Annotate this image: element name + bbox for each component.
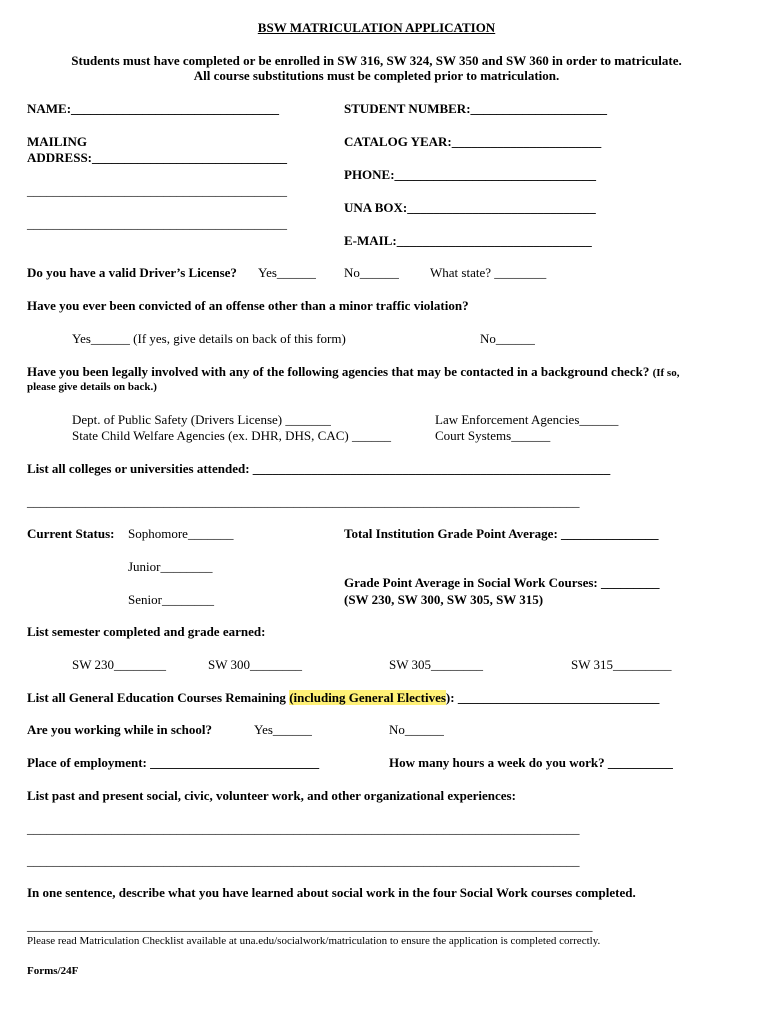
agencies-question-text: Have you been legally involved with any of the following agencies that may be contacted in a background check? [27, 364, 650, 379]
address-field[interactable]: ADDRESS:______________________________ [27, 150, 288, 165]
gened-field[interactable] [27, 690, 659, 705]
convicted-yes-field[interactable]: Yes______ (If yes, give details on back of this form) [72, 331, 346, 346]
license-yes-field[interactable]: Yes______ [258, 265, 316, 280]
gened-prefix: List all General Education Courses Remaining [27, 690, 290, 705]
total-gpa-field[interactable]: Total Institution Grade Point Average: _______________ [344, 526, 659, 541]
sophomore-field[interactable]: Sophomore_______ [128, 526, 234, 541]
colleges-field[interactable]: List all colleges or universities attended: _______________________________________________________ [27, 461, 611, 476]
sw-gpa-courses: (SW 230, SW 300, SW 305, SW 315) [344, 592, 544, 607]
sw300-field[interactable]: SW 300________ [208, 657, 303, 672]
sentence-line[interactable]: _______________________________________________________________________________________ [27, 918, 593, 933]
colleges-line-2[interactable]: _____________________________________________________________________________________ [27, 494, 580, 509]
sw-gpa-field[interactable]: Grade Point Average in Social Work Courses: _________ [344, 575, 660, 590]
working-yes-field[interactable]: Yes______ [254, 722, 312, 737]
agencies-note-2: please give details on back.) [27, 381, 157, 393]
agencies-note-1: (If so, [652, 367, 680, 379]
child-welfare-field[interactable]: State Child Welfare Agencies (ex. DHR, DHS, CAC) ______ [72, 428, 391, 443]
license-question: Do you have a valid Driver’s License? [27, 265, 237, 280]
court-systems-field[interactable]: Court Systems______ [435, 428, 551, 443]
license-no-field[interactable]: No______ [344, 265, 399, 280]
experiences-line-1[interactable]: _____________________________________________________________________________________ [27, 821, 580, 836]
license-state-field[interactable]: What state? ________ [430, 265, 547, 280]
law-enforcement-field[interactable]: Law Enforcement Agencies______ [435, 412, 619, 427]
mailing-label: MAILING [27, 134, 87, 149]
dps-field[interactable]: Dept. of Public Safety (Drivers License) _______ [72, 412, 331, 427]
experiences-label: List past and present social, civic, volunteer work, and other organizational experiences: [27, 788, 516, 803]
hours-field[interactable]: How many hours a week do you work? __________ [389, 755, 673, 770]
sw230-field[interactable]: SW 230________ [72, 657, 167, 672]
working-question: Are you working while in school? [27, 722, 213, 737]
phone-field[interactable]: PHONE:_______________________________ [344, 167, 597, 182]
gened-suffix: ): _______________________________ [445, 690, 660, 705]
form-id: Forms/24F [27, 965, 79, 977]
experiences-line-2[interactable]: _____________________________________________________________________________________ [27, 853, 580, 868]
convicted-question: Have you ever been convicted of an offense other than a minor traffic violation? [27, 298, 469, 313]
una-box-field[interactable]: UNA BOX:_____________________________ [344, 200, 596, 215]
name-field[interactable]: NAME:________________________________ [27, 101, 280, 116]
senior-field[interactable]: Senior________ [128, 592, 214, 607]
semester-label: List semester completed and grade earned: [27, 624, 266, 639]
catalog-year-field[interactable]: CATALOG YEAR:_______________________ [344, 134, 602, 149]
junior-field[interactable]: Junior________ [128, 559, 213, 574]
employment-field[interactable]: Place of employment: __________________________ [27, 755, 320, 770]
sentence-label: In one sentence, describe what you have learned about social work in the four Social Work courses completed. [27, 885, 636, 900]
convicted-no-field[interactable]: No______ [480, 331, 535, 346]
requirement-line-2: All course substitutions must be completed prior to matriculation. [193, 68, 560, 83]
form-title: BSW MATRICULATION APPLICATION [257, 20, 496, 35]
address-line-3[interactable]: ________________________________________ [27, 216, 287, 231]
gened-highlight: (including General Electives [289, 690, 446, 705]
requirement-line-1: Students must have completed or be enrolled in SW 316, SW 324, SW 350 and SW 360 in order to matriculate. [71, 53, 682, 68]
working-no-field[interactable]: No______ [389, 722, 444, 737]
agencies-question [27, 364, 679, 381]
checklist-note: Please read Matriculation Checklist available at una.edu/socialwork/matriculation to ensure the application is completed correctly. [27, 935, 601, 947]
student-number-field[interactable]: STUDENT NUMBER:_____________________ [344, 101, 608, 116]
sw315-field[interactable]: SW 315_________ [571, 657, 672, 672]
sw305-field[interactable]: SW 305________ [389, 657, 484, 672]
current-status-label: Current Status: [27, 526, 115, 541]
address-line-2[interactable]: ________________________________________ [27, 183, 287, 198]
email-field[interactable]: E-MAIL:______________________________ [344, 233, 592, 248]
